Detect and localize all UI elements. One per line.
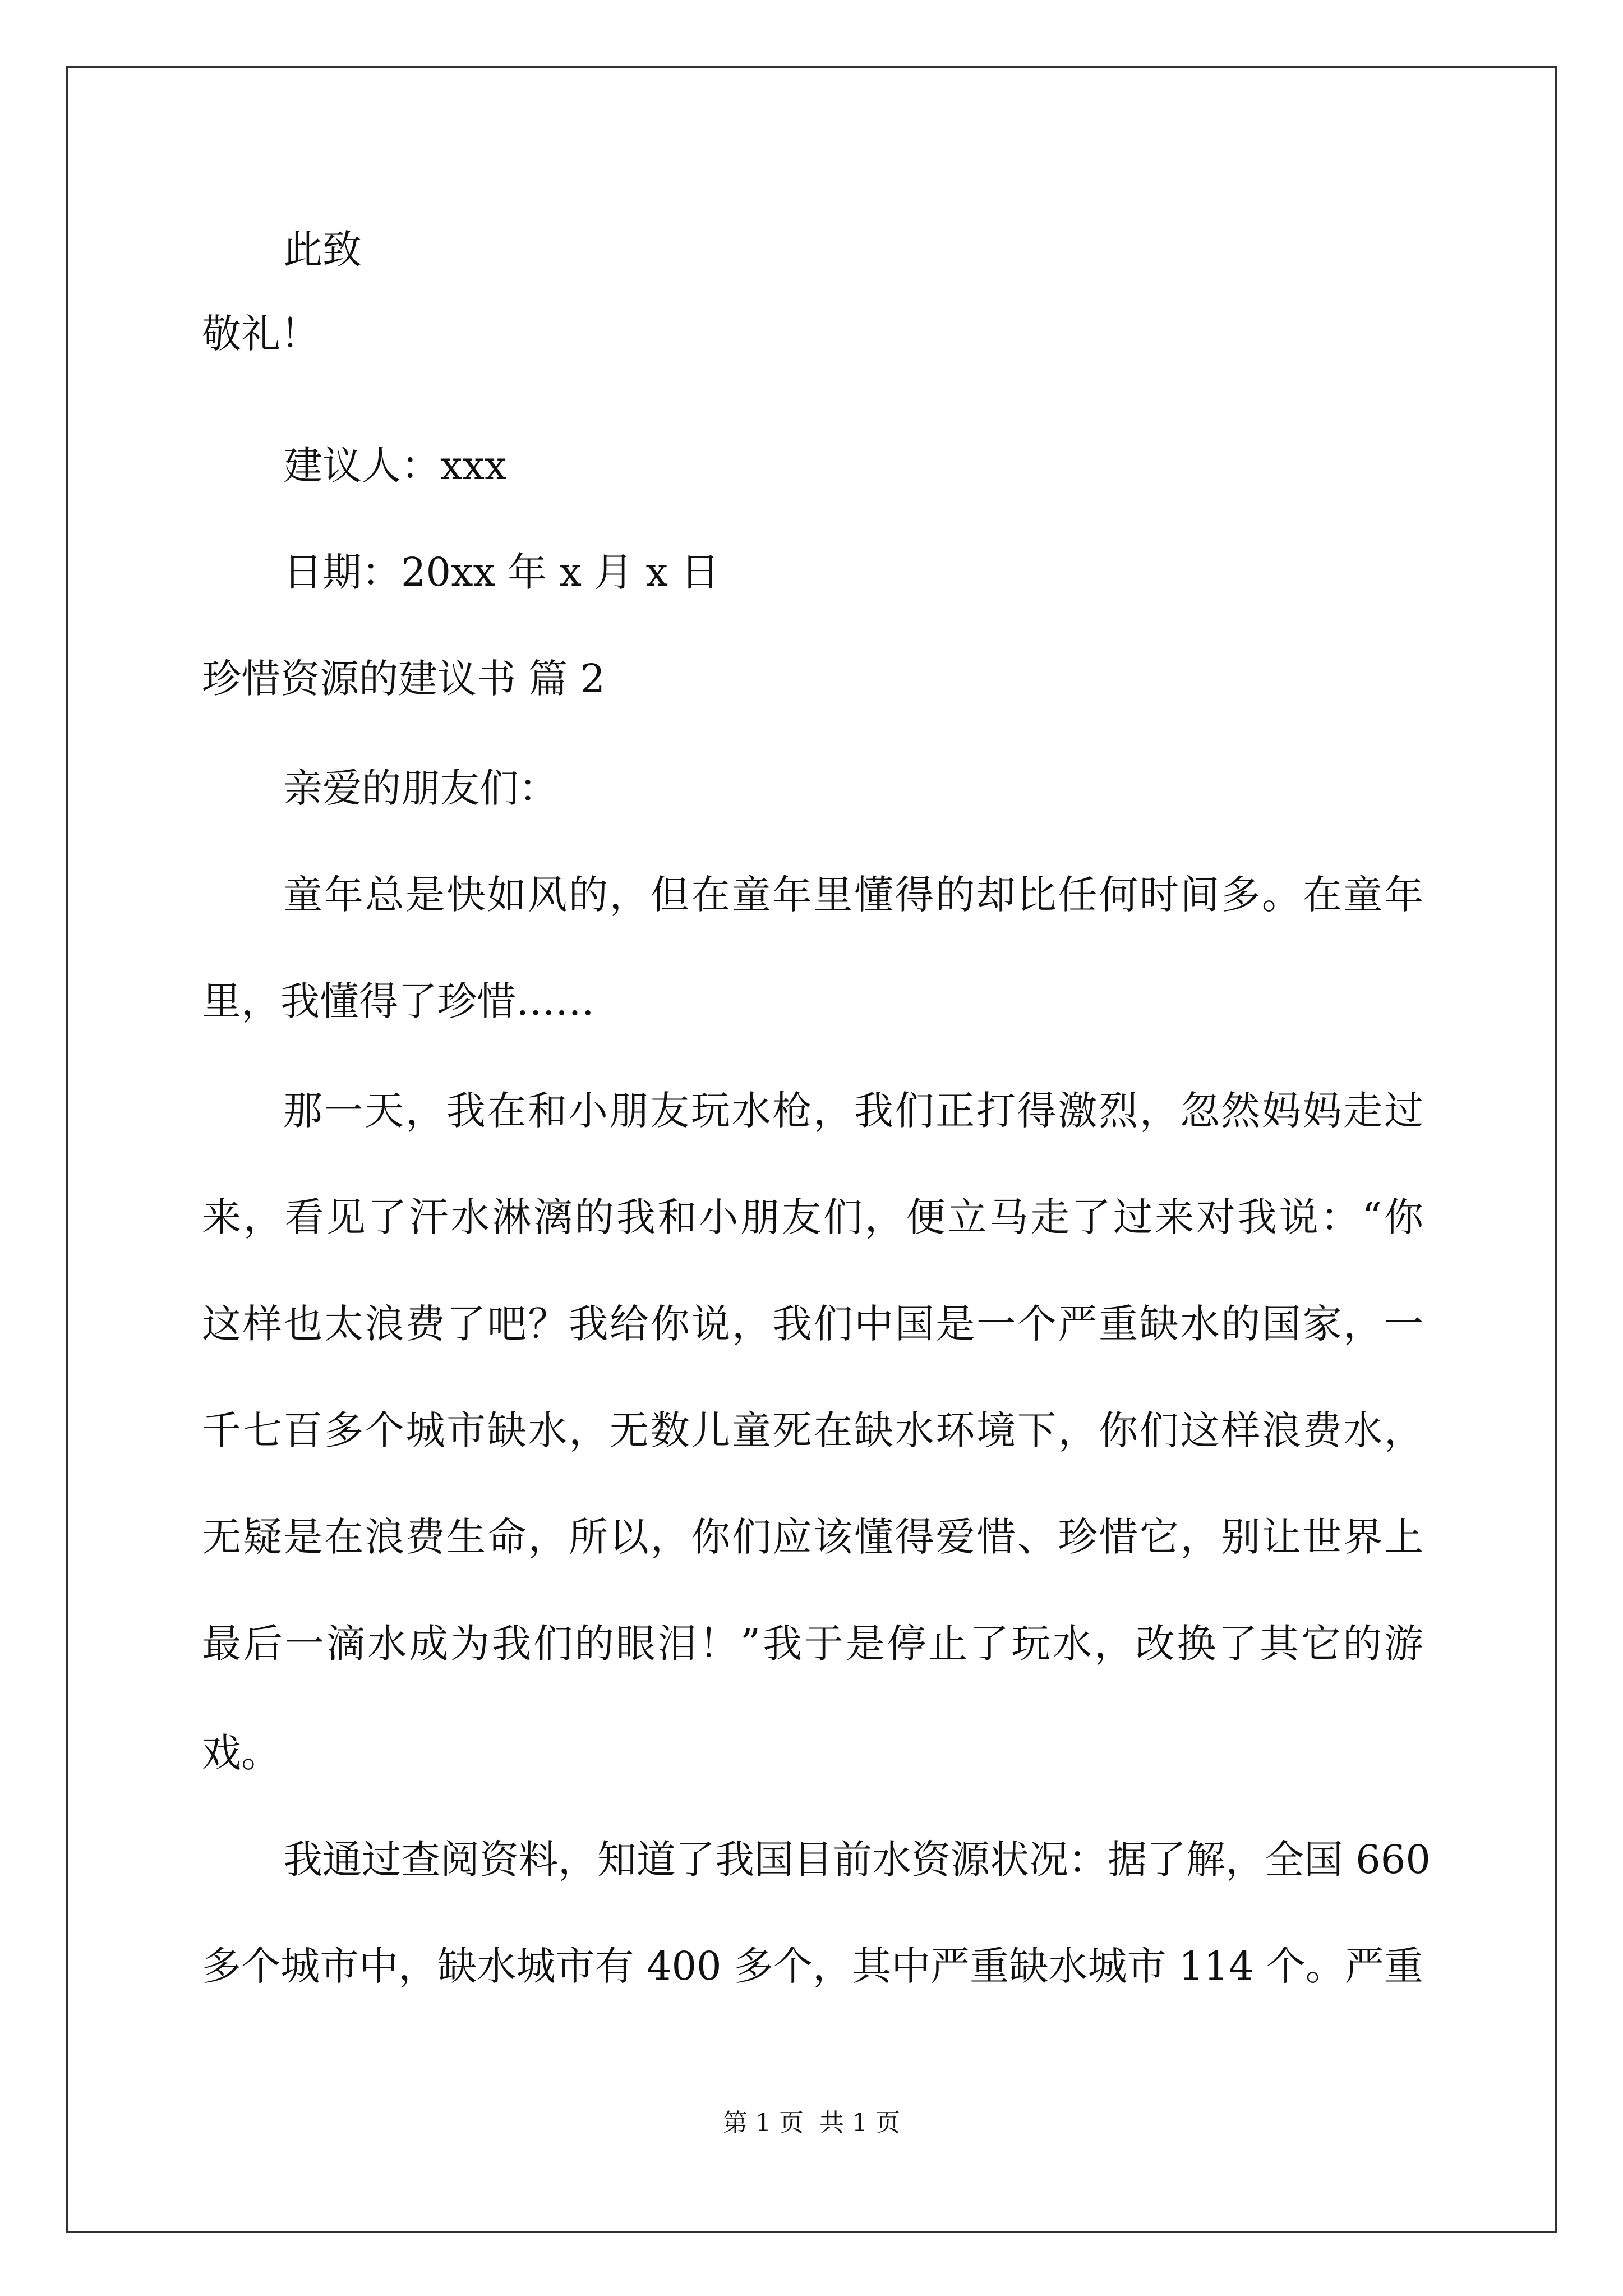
- paragraph-line: 我通过查阅资料，知道了我国目前水资源状况：据了解，全国 660: [283, 1837, 1431, 1883]
- paragraph-line: 最后一滴水成为我们的眼泪！”我于是停止了玩水，改换了其它的游: [202, 1621, 1423, 1667]
- page-footer: [0, 2109, 1623, 2137]
- paragraph-line: 来，看见了汗水淋漓的我和小朋友们，便立马走了过来对我说：“你: [202, 1194, 1423, 1240]
- paragraph-line: 无疑是在浪费生命，所以，你们应该懂得爱惜、珍惜它，别让世界上: [202, 1514, 1423, 1560]
- greeting-line: 亲爱的朋友们：: [283, 765, 558, 811]
- paragraph-line: 那一天，我在和小朋友玩水枪，我们正打得激烈，忽然妈妈走过: [283, 1088, 1423, 1134]
- paragraph-line: 童年总是快如风的，但在童年里懂得的却比任何时间多。在童年: [283, 872, 1423, 918]
- page-border: [66, 66, 1557, 2233]
- page-total: 共 1 页: [819, 2109, 900, 2137]
- salute-line: 敬礼！: [202, 311, 320, 357]
- paragraph-line: 千七百多个城市缺水，无数儿童死在缺水环境下，你们这样浪费水，: [202, 1407, 1423, 1453]
- date-line: 日期：20xx 年 x 月 x 日: [283, 549, 720, 595]
- proposer-line: 建议人：xxx: [283, 443, 507, 489]
- paragraph-line: 多个城市中，缺水城市有 400 多个，其中严重缺水城市 114 个。严重: [202, 1943, 1423, 1989]
- page-number: 第 1 页: [723, 2109, 804, 2137]
- paragraph-line: 里，我懂得了珍惜……: [202, 978, 594, 1024]
- paragraph-line: 戏。: [202, 1730, 280, 1776]
- paragraph-line: 这样也太浪费了吧？我给你说，我们中国是一个严重缺水的国家，一: [202, 1301, 1423, 1347]
- closing-line: 此致: [283, 227, 362, 273]
- section-title: 珍惜资源的建议书 篇 2: [202, 656, 606, 702]
